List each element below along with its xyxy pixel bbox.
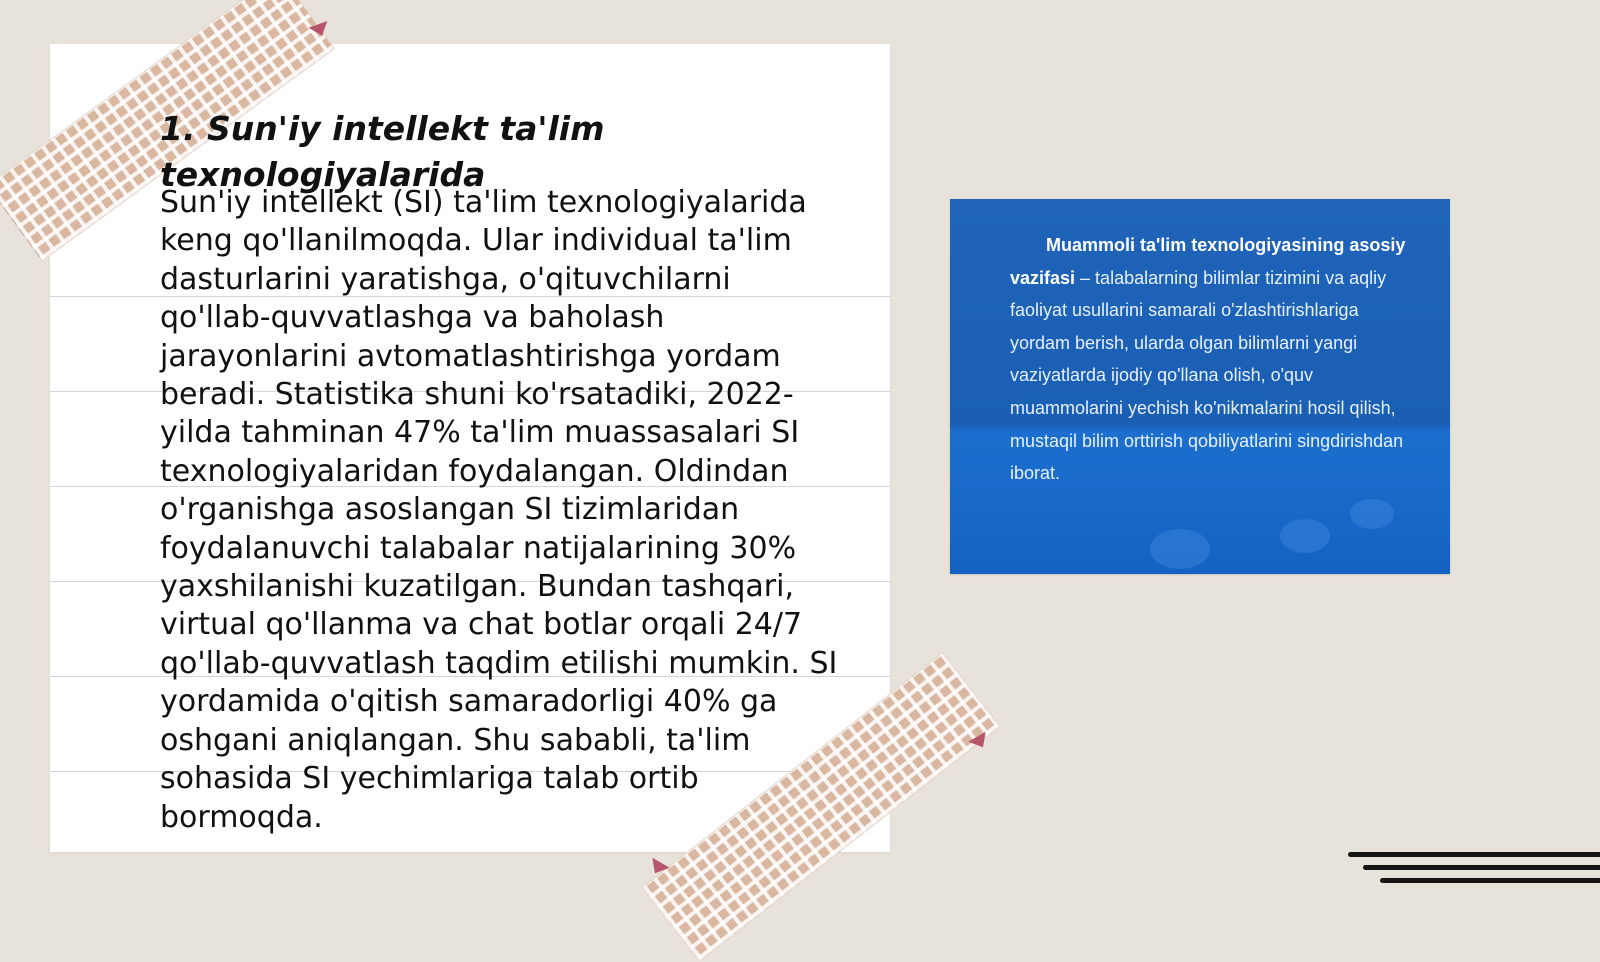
decorative-line [1380,878,1600,883]
card-text [1010,229,1420,490]
decorative-line [1348,852,1600,857]
decorative-bubble [1150,529,1210,569]
decorative-lines [1348,850,1600,890]
decorative-line [1363,865,1600,870]
card-bold-text: Muammoli ta'lim texnologiyasining asosiy vazifasi [1010,235,1406,288]
card-body-text: – talabalarning bilimlar tizimini va aqliy faoliyat usullarini samarali o'zlashtirishlariga yordam berish, ularda olgan bilimlarni yangi vaziyatlarda ijodiy qo'llana olish, o'quv muammolarini yechish ko'nikmalarini hosil qilish, mustaqil bilim orttirish qobiliyatlarini singdirishdan iborat. [1010,267,1404,484]
slide-title: 1. Sun'iy intellekt ta'lim texnologiyalarida [160,109,605,194]
decorative-bubble [1350,499,1394,529]
body-paragraph: Sun'iy intellekt (SI) ta'lim texnologiyalarida keng qo'llanilmoqda. Ular individual ta'lim dasturlarini yaratishga, o'qituvchilarni qo'llab-quvvatlashga va baholash jarayonlarini avtomatlashtirishga yordam beradi. Statistika shuni ko'rsatadiki, 2022-yilda tahminan 47% ta'lim muassasalari SI texnologiyalaridan foydalangan. Oldindan o'rganishga asoslangan SI tizimlaridan foydalanuvchi talabalar natijalarining 30% yaxshilanishi kuzatilgan. Bundan tashqari, virtual qo'llanma va chat botlar orqali 24/7 qo'llab-quvvatlash taqdim etilishi mumkin. SI yordamida o'qitish samaradorligi 40% ga oshgani aniqlangan. Shu sababli, ta'lim sohasida SI yechimlariga talab ortib bormoqda. [160,185,838,835]
decorative-bubble [1280,519,1330,553]
info-card [950,199,1450,574]
